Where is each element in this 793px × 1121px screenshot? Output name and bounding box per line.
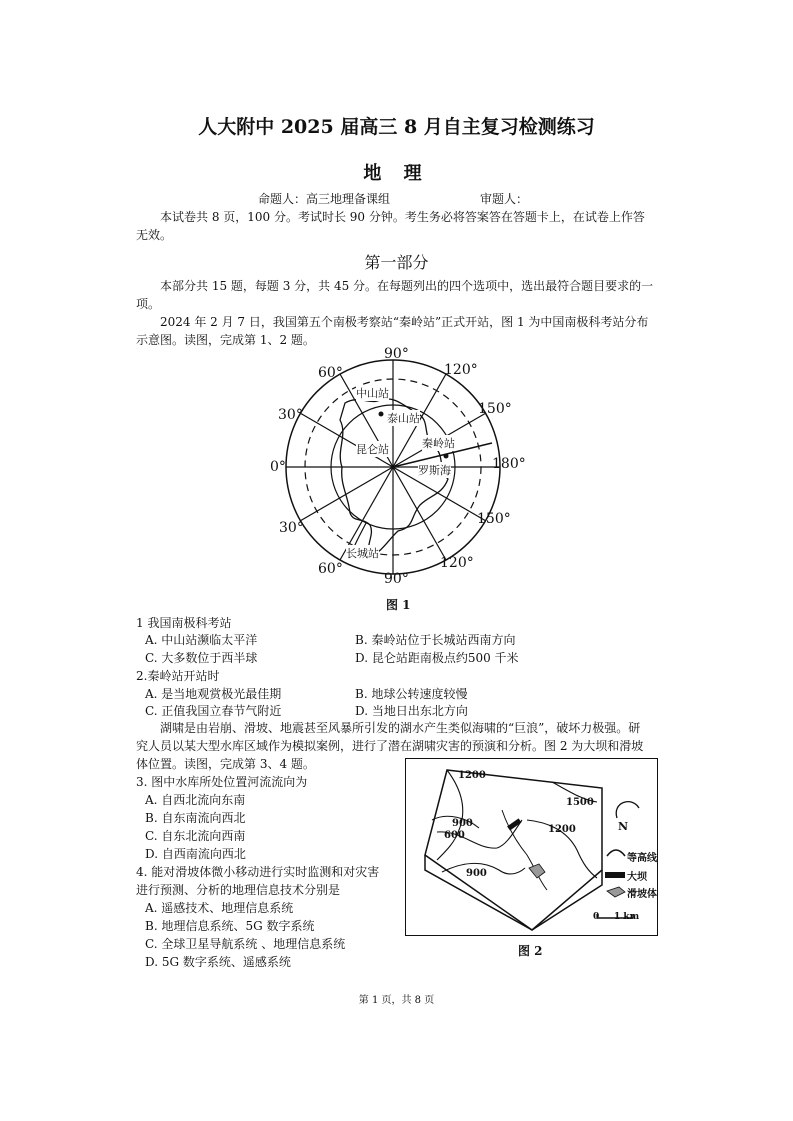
q4-option-a[interactable]: A. 遥感技术、地理信息系统 bbox=[145, 901, 294, 915]
label-180: 180° bbox=[492, 456, 526, 472]
legend-landslide-symbol bbox=[607, 887, 625, 897]
station-zhongshan: 中山站 bbox=[356, 387, 389, 400]
contour-label-900-a: 900 bbox=[452, 818, 473, 829]
stem34-line-1: 湖啸是由岩崩、滑坡、地震甚至风暴所引发的湖水产生类似海啸的“巨浪”，破坏力极强。研 bbox=[160, 721, 641, 735]
legend-contour-symbol bbox=[607, 850, 625, 856]
q4-option-d[interactable]: D. 5G 数字系统、遥感系统 bbox=[145, 955, 291, 969]
contour-1200-left bbox=[437, 770, 463, 860]
stem34-line-3: 体位置。读图，完成第 3、4 题。 bbox=[136, 757, 315, 771]
q3-stem: 3. 图中水库所处位置河流流向为 bbox=[136, 775, 308, 789]
station-taishan: 泰山站 bbox=[387, 412, 420, 425]
contour-label-1500: 1500 bbox=[566, 797, 594, 808]
q1-option-a[interactable]: A. 中山站濒临太平洋 bbox=[145, 633, 258, 647]
north-label: N bbox=[618, 820, 629, 833]
label-120-bottom: 120° bbox=[440, 555, 474, 571]
legend-landslide-label: 滑坡体 bbox=[627, 889, 657, 900]
figure2-block-diagram bbox=[407, 760, 657, 936]
q3-option-b[interactable]: B. 自东南流向西北 bbox=[145, 811, 246, 825]
reviewer-line: 审题人： bbox=[480, 192, 529, 206]
contour-label-1200-a: 1200 bbox=[458, 770, 486, 781]
block-top-outline bbox=[425, 770, 602, 930]
scale-label-0: 0 bbox=[593, 912, 600, 922]
q1-option-b[interactable]: B. 秦岭站位于长城站西南方向 bbox=[355, 633, 516, 647]
legend-dam-symbol bbox=[605, 872, 625, 878]
label-90-bottom: 90° bbox=[384, 571, 409, 587]
subject-title: 地 理 bbox=[363, 163, 430, 184]
intro-line-2: 无效。 bbox=[136, 228, 173, 242]
q4-stem-line-2: 进行预测、分析的地理信息技术分别是 bbox=[136, 883, 341, 897]
landslide-marker bbox=[529, 864, 545, 878]
setter-line: 命题人：高三地理备课组 bbox=[258, 192, 391, 206]
station-qinling: 秦岭站 bbox=[422, 437, 455, 450]
part-heading: 第一部分 bbox=[364, 253, 429, 272]
intro-line-1: 本试卷共 8 页，100 分。考试时长 90 分钟。考生务必将答案答在答题卡上，在试卷上作答 bbox=[160, 210, 645, 224]
q4-stem-line-1: 4. 能对滑坡体微小移动进行实时监测和对灾害 bbox=[136, 865, 380, 879]
figure2-caption: 图 2 bbox=[518, 944, 543, 958]
north-arrow-curve bbox=[616, 802, 639, 818]
stem34-line-2: 究人员以某大型水库区域作为模拟案例，进行了潜在湖啸灾害的预演和分析。图 2 为大坝和滑坡 bbox=[136, 739, 644, 753]
stem12-line-1: 2024 年 2 月 7 日，我国第五个南极考察站“秦岭站”正式开站，图 1 为中国南极科考站分布 bbox=[160, 315, 649, 329]
label-ross-sea: 罗斯海 bbox=[418, 464, 451, 477]
label-0: 0° bbox=[270, 459, 286, 475]
label-120-top: 120° bbox=[444, 362, 478, 378]
scale-label-1km: 1 km bbox=[614, 912, 640, 922]
q3-option-c[interactable]: C. 自东北流向西南 bbox=[145, 829, 246, 843]
instructions-line-2: 项。 bbox=[136, 297, 161, 311]
q4-option-c[interactable]: C. 全球卫星导航系统 、地理信息系统 bbox=[145, 937, 346, 951]
label-150-bottom: 150° bbox=[477, 511, 511, 527]
stem12-line-2: 示意图。读图，完成第 1、2 题。 bbox=[136, 333, 315, 347]
label-60-bottom: 60° bbox=[318, 561, 343, 577]
q2-option-b[interactable]: B. 地球公转速度较慢 bbox=[355, 687, 468, 701]
station-changcheng: 长城站 bbox=[346, 547, 379, 560]
q2-stem: 2.秦岭站开站时 bbox=[136, 669, 220, 683]
label-60-top: 60° bbox=[318, 365, 343, 381]
legend-contour-label: 等高线 bbox=[627, 853, 657, 864]
legend-dam-label: 大坝 bbox=[627, 872, 647, 883]
figure1-polar-map bbox=[270, 345, 520, 590]
label-30-bottom: 30° bbox=[279, 520, 304, 536]
instructions-line-1: 本部分共 15 题，每题 3 分，共 45 分。在每题列出的四个选项中，选出最符合题目要求的一 bbox=[160, 279, 654, 293]
contour-label-600: 600 bbox=[444, 830, 465, 841]
q1-option-c[interactable]: C. 大多数位于西半球 bbox=[145, 651, 258, 665]
page-footer: 第 1 页，共 8 页 bbox=[358, 995, 435, 1006]
figure1-caption: 图 1 bbox=[386, 598, 411, 612]
q2-option-c[interactable]: C. 正值我国立春节气附近 bbox=[145, 704, 282, 718]
label-30-top: 30° bbox=[278, 407, 303, 423]
q3-option-a[interactable]: A. 自西北流向东南 bbox=[145, 793, 246, 807]
contour-label-900-b: 900 bbox=[466, 868, 487, 879]
station-kunlun: 昆仑站 bbox=[356, 443, 389, 456]
q3-option-d[interactable]: D. 自西南流向西北 bbox=[145, 847, 246, 861]
label-150-top: 150° bbox=[478, 401, 512, 417]
q4-option-b[interactable]: B. 地理信息系统、5G 数字系统 bbox=[145, 919, 315, 933]
label-90-top: 90° bbox=[384, 346, 409, 362]
paper-title: 人大附中 2025 届高三 8 月自主复习检测练习 bbox=[198, 116, 595, 138]
contour-label-1200-b: 1200 bbox=[548, 824, 576, 835]
q2-option-d[interactable]: D. 当地日出东北方向 bbox=[355, 704, 468, 718]
q2-option-a[interactable]: A. 是当地观赏极光最佳期 bbox=[145, 687, 282, 701]
q1-option-d[interactable]: D. 昆仑站距南极点约500 千米 bbox=[355, 651, 519, 665]
q1-stem: 1 我国南极科考站 bbox=[136, 616, 232, 630]
